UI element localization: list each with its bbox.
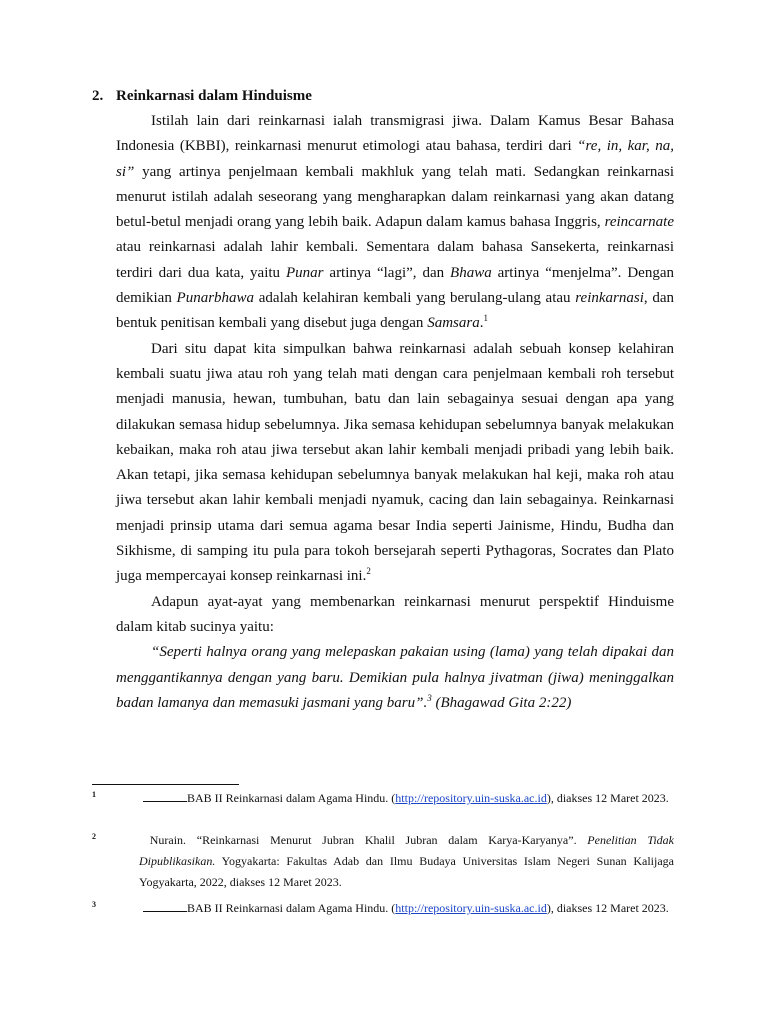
- text-run: .: [479, 315, 484, 332]
- footnote-text: Yogyakarta: Fakultas Adab dan Ilmu Budaya Universitas Islam Negeri Sunan Kalijaga Yogyakarta, 2022, diakses 12 Maret 2023.: [139, 854, 674, 889]
- footnote-text: ), diakses 12 Maret 2023.: [546, 901, 669, 915]
- footnote-separator: [92, 784, 239, 785]
- italic-term: Punar: [285, 264, 324, 281]
- text-run: yang artinya penjelmaan kembali makhluk yang telah mati. Sedangkan reinkarnasi menurut istilah adalah seseorang yang mengharapkan dalam reinkarnasi yang akan datang betul-betul menjadi orang yang lebih baik. Adapun dalam kamus bahasa Inggris,: [116, 163, 674, 231]
- italic-term: reincarnate: [604, 214, 674, 231]
- repository-link[interactable]: http://repository.uin-suska.ac.id: [395, 901, 547, 915]
- footnote-text: ), diakses 12 Maret 2023.: [546, 791, 669, 805]
- body-text: [116, 109, 674, 716]
- footnote-italic: Penelitian Tidak Dipublikasikan.: [139, 833, 674, 868]
- quote-source: (Bhagawad Gita 2:22): [431, 694, 572, 711]
- footnote-text: BAB II Reinkarnasi dalam Agama Hindu. (: [187, 791, 396, 805]
- footnote-ref-3[interactable]: 3: [427, 692, 432, 703]
- footnote-mark: 2: [92, 832, 96, 841]
- text-run: Dari situ dapat kita simpulkan bahwa reinkarnasi adalah sebuah konsep kelahiran kembali suatu jiwa atau roh yang telah mati dengan cara penjelmaan kembali roh tersebut menjadi manusia, hewan, tumbuhan, batu dan lain sebagainya sesuai dengan apa yang dilakukan semasa hidup sebelumnya. Jika semasa kehidupan sebelumnya banyak melakukan kebaikan, maka roh atau jiwa tersebut akan lahir kembali menjadi pribadi yang lebih baik. Akan tetapi, jika semasa kehidupan sebelumnya banyak melakukan hal keji, maka roh atau jiwa tersebut akan lahir kembali menjadi nyamuk, cacing dan lain sebagainya. Reinkarnasi menjadi prinsip utama dari semua agama besar India seperti Jainisme, Hindu, Budha dan Sikhisme, di samping itu pula para tokoh bersejarah seperti Pythagoras, Socrates dan Plato juga mempercayai konsep reinkarnasi ini.: [116, 340, 674, 585]
- footnote-text: BAB II Reinkarnasi dalam Agama Hindu. (: [187, 901, 396, 915]
- section-number: 2.: [92, 88, 104, 104]
- italic-term: reinkarnasi: [575, 290, 644, 307]
- footnote-ref-1[interactable]: 1: [483, 313, 488, 324]
- ibid-blank-line: [143, 791, 187, 802]
- section-title: Reinkarnasi dalam Hinduisme: [116, 88, 312, 104]
- italic-term: Samsara: [427, 315, 480, 332]
- quote-text: “Seperti halnya orang yang melepaskan pakaian using (lama) yang telah dipakai dan menggantikannya dengan yang baru. Demikian pula halnya jivatman (jiwa) meninggalkan badan lamanya dan memasuki jasmani yang baru”.: [116, 644, 674, 711]
- ibid-blank-line: [143, 901, 187, 912]
- footnote-mark: 3: [92, 900, 96, 909]
- text-run: Istilah lain dari reinkarnasi ialah transmigrasi jiwa. Dalam Kamus Besar Bahasa Indonesia (KBBI), reinkarnasi menurut etimologi atau bahasa, terdiri dari: [116, 113, 674, 155]
- footnote-mark: 1: [92, 790, 96, 799]
- text-run: artinya “lagi”, dan: [323, 264, 451, 281]
- scripture-quote: [116, 640, 674, 716]
- italic-term: “re, in, kar, na, si”: [116, 138, 674, 180]
- footnote-text: Nurain. “Reinkarnasi Menurut Jubran Khalil Jubran dalam Karya-Karyanya”.: [149, 833, 588, 847]
- footnote-3: [92, 898, 674, 919]
- footnote-2: [92, 830, 674, 893]
- repository-link[interactable]: http://repository.uin-suska.ac.id: [395, 791, 547, 805]
- section-heading: [92, 86, 312, 106]
- text-run: , dan bentuk penitisan kembali yang disebut juga dengan: [116, 290, 674, 332]
- text-run: artinya “menjelma”. Dengan demikian: [116, 264, 674, 307]
- footnote-1: [92, 788, 674, 809]
- paragraph-2: [116, 337, 674, 590]
- italic-term: Punarbhawa: [176, 290, 255, 307]
- footnote-ref-2[interactable]: 2: [366, 566, 371, 577]
- text-run: atau reinkarnasi adalah lahir kembali. Sementara dalam bahasa Sansekerta, reinkarnasi terdiri dari dua kata, yaitu: [116, 239, 674, 281]
- text-run: adalah kelahiran kembali yang berulang-ulang atau: [254, 290, 576, 307]
- italic-term: Bhawa: [450, 264, 492, 281]
- paragraph-1: [116, 109, 674, 337]
- paragraph-3: Adapun ayat-ayat yang membenarkan reinkarnasi menurut perspektif Hinduisme dalam kitab sucinya yaitu:: [116, 593, 674, 635]
